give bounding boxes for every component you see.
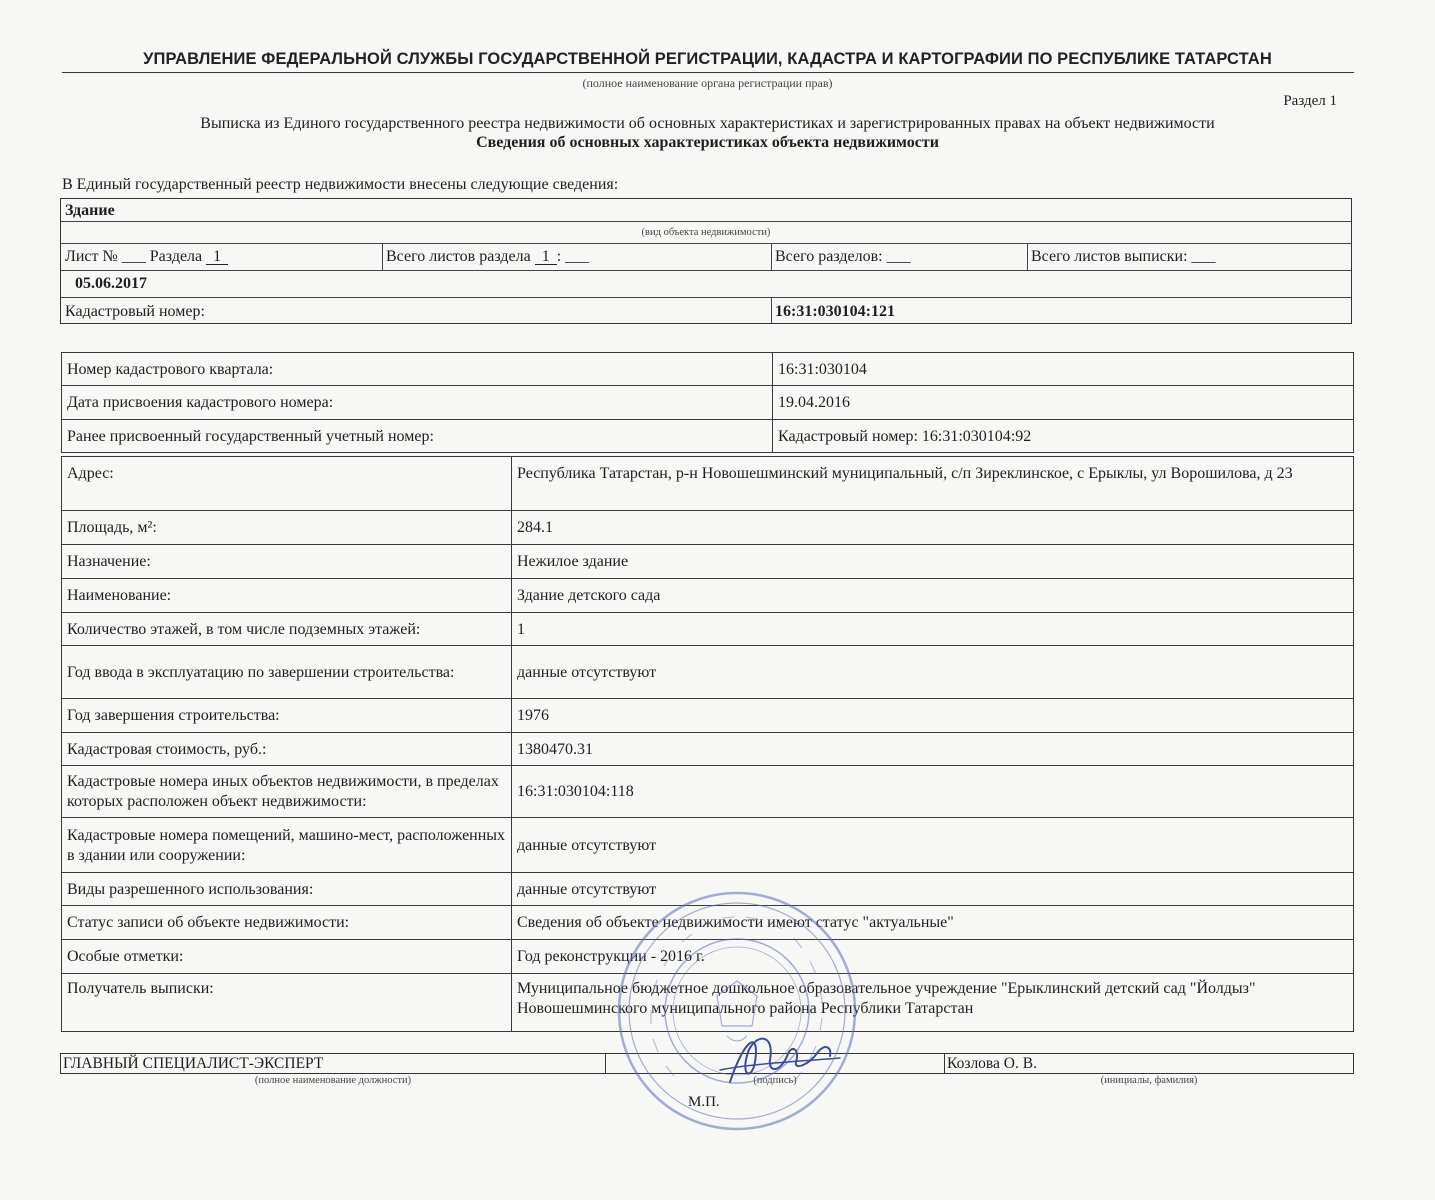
table-row — [62, 579, 1354, 613]
row-value: Республика Татарстан, р-н Новошешминский муниципальный, с/п Зиреклинское, с Ерыклы, ул Ворошилова, д 23 — [512, 457, 1354, 511]
row-value: 16:31:030104:118 — [512, 766, 1354, 818]
row-value: данные отсутствуют — [512, 646, 1354, 699]
document-title: Выписка из Единого государственного реестра недвижимости об основных характеристиках и зарегистрированных правах на объект недвижимости — [200, 115, 1215, 132]
section-label: Раздел 1 — [1283, 93, 1337, 109]
sheet-blank: ___ — [121, 248, 146, 265]
row-label: Кадастровые номера помещений, машино-мест, расположенных в здании или сооружении: — [62, 818, 512, 873]
object-type: Здание — [65, 202, 115, 219]
seal-mark: М.П. — [688, 1094, 720, 1110]
table-row — [62, 545, 1354, 579]
row-label: Виды разрешенного использования: — [62, 873, 512, 906]
table-row — [62, 818, 1354, 873]
row-label: Кадастровая стоимость, руб.: — [62, 733, 512, 766]
sheets-in-section-suffix: : ___ — [556, 248, 590, 265]
extract-date: 05.06.2017 — [75, 275, 147, 292]
organization-caption: (полное наименование органа регистрации прав) — [582, 76, 833, 90]
row-label: Кадастровые номера иных объектов недвижимости, в пределах которых расположен объект недвижимости: — [62, 766, 512, 818]
organization-underline — [62, 72, 1354, 73]
total-sections-field: Всего разделов: ___ — [775, 248, 911, 265]
sheet-label: Лист № — [65, 248, 118, 265]
row-label: Количество этажей, в том числе подземных этажей: — [62, 613, 512, 646]
row-label: Получатель выписки: — [62, 974, 512, 1032]
intro-text: В Единый государственный реестр недвижимости внесены следующие сведения: — [62, 176, 619, 193]
signer-name: Козлова О. В. — [944, 1053, 1354, 1074]
table-row — [62, 646, 1354, 699]
position-caption: (полное наименование должности) — [254, 1075, 412, 1086]
name-caption: (инициалы, фамилия) — [1100, 1075, 1198, 1086]
signature-caption: (подпись) — [753, 1075, 797, 1086]
row-value: 1 — [512, 613, 1354, 646]
row-value: Нежилое здание — [512, 545, 1354, 579]
row-label: Особые отметки: — [62, 940, 512, 974]
row-value: данные отсутствуют — [512, 873, 1354, 906]
table-row — [62, 511, 1354, 545]
row-value: Год реконструкции - 2016 г. — [512, 940, 1354, 974]
row-value: 284.1 — [512, 511, 1354, 545]
table-row — [62, 457, 1354, 511]
row-label: Дата присвоения кадастрового номера: — [62, 386, 773, 420]
sheets-in-section-label: Всего листов раздела — [386, 248, 531, 265]
position-title: ГЛАВНЫЙ СПЕЦИАЛИСТ-ЭКСПЕРТ — [60, 1053, 606, 1074]
row-label: Год завершения строительства: — [62, 699, 512, 733]
section-text: Раздела — [149, 248, 203, 265]
table-row — [62, 613, 1354, 646]
row-label: Площадь, м²: — [62, 511, 512, 545]
row-value: Сведения об объекте недвижимости имеют статус "актуальные" — [512, 906, 1354, 940]
cadastral-number-value: 16:31:030104:121 — [775, 303, 895, 320]
row-value: 19.04.2016 — [773, 386, 1354, 420]
row-label: Ранее присвоенный государственный учетный номер: — [62, 420, 773, 453]
table-row — [62, 420, 1354, 453]
row-label: Наименование: — [62, 579, 512, 613]
table-row — [62, 353, 1354, 386]
row-value: Кадастровый номер: 16:31:030104:92 — [773, 420, 1354, 453]
section-number: 1 — [206, 250, 228, 265]
cadastral-number-label: Кадастровый номер: — [65, 303, 205, 320]
row-value: Муниципальное бюджетное дошкольное образовательное учреждение "Ерыклинский детский сад "Йолдыз" Новошешминского муниципального района Республики Татарстан — [512, 974, 1354, 1032]
row-label: Адрес: — [62, 457, 512, 511]
row-value: Здание детского сада — [512, 579, 1354, 613]
cadastral-info-table — [61, 352, 1354, 453]
object-type-caption: (вид объекта недвижимости) — [641, 227, 771, 238]
row-label: Год ввода в эксплуатацию по завершении строительства: — [62, 646, 512, 699]
row-label: Назначение: — [62, 545, 512, 579]
table-row — [62, 386, 1354, 420]
object-header-frame — [60, 198, 1352, 324]
row-value: 16:31:030104 — [773, 353, 1354, 386]
row-value: 1380470.31 — [512, 733, 1354, 766]
official-stamp-icon — [612, 886, 862, 1136]
organization-name: УПРАВЛЕНИЕ ФЕДЕРАЛЬНОЙ СЛУЖБЫ ГОСУДАРСТВЕННОЙ РЕГИСТРАЦИИ, КАДАСТРА И КАРТОГРАФИИ ПО РЕСПУБЛИКЕ ТАТАРСТАН — [143, 50, 1272, 68]
table-row — [62, 733, 1354, 766]
row-label: Номер кадастрового квартала: — [62, 353, 773, 386]
total-sheets-field: Всего листов выписки: ___ — [1031, 248, 1216, 265]
table-row — [62, 766, 1354, 818]
document-subtitle: Сведения об основных характеристиках объекта недвижимости — [476, 134, 939, 151]
row-value: данные отсутствуют — [512, 818, 1354, 873]
handwritten-signature-icon — [700, 1022, 850, 1092]
sheet-number-field — [65, 248, 228, 266]
sheets-in-section-value: 1 — [535, 250, 557, 265]
sheets-in-section-field — [386, 248, 589, 266]
row-label: Статус записи об объекте недвижимости: — [62, 906, 512, 940]
table-row — [62, 699, 1354, 733]
row-value: 1976 — [512, 699, 1354, 733]
